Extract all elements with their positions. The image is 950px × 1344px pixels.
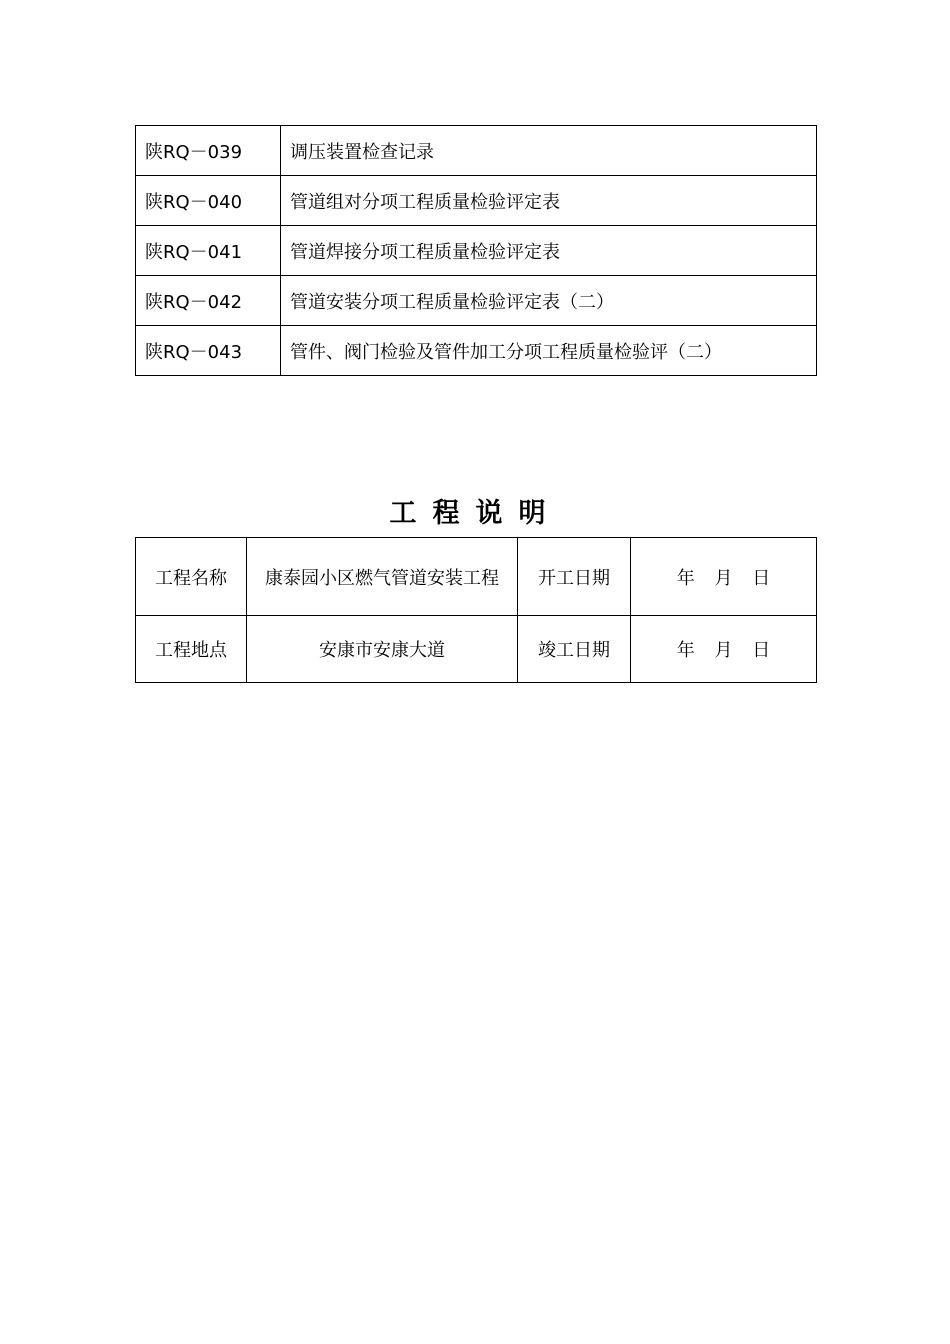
form-code: 陕RQ－039 [136, 126, 281, 176]
project-location-value: 安康市安康大道 [247, 616, 518, 683]
section-title: 工程说明 [389, 498, 562, 529]
form-name: 管道安装分项工程质量检验评定表（二） [281, 276, 817, 326]
form-name: 管道组对分项工程质量检验评定表 [281, 176, 817, 226]
table-row [136, 616, 817, 683]
date-month: 月 [714, 640, 733, 661]
project-info-table [135, 537, 817, 683]
project-location-label: 工程地点 [136, 616, 247, 683]
date-year: 年 [676, 640, 695, 661]
date-day: 日 [752, 640, 771, 661]
end-date-value [631, 616, 817, 683]
table-row [136, 176, 817, 226]
form-code: 陕RQ－040 [136, 176, 281, 226]
project-name-label: 工程名称 [136, 538, 247, 616]
form-name: 调压装置检查记录 [281, 126, 817, 176]
form-code: 陕RQ－041 [136, 226, 281, 276]
table-row [136, 126, 817, 176]
start-date-value [631, 538, 817, 616]
table-row [136, 226, 817, 276]
form-name: 管件、阀门检验及管件加工分项工程质量检验评（二） [281, 326, 817, 376]
form-code: 陕RQ－042 [136, 276, 281, 326]
date-day: 日 [752, 567, 771, 589]
table-row [136, 538, 817, 616]
project-name-value: 康泰园小区燃气管道安装工程 [247, 538, 518, 616]
form-code: 陕RQ－043 [136, 326, 281, 376]
form-index-table [135, 125, 817, 376]
date-year: 年 [676, 567, 695, 589]
start-date-label: 开工日期 [518, 538, 631, 616]
table-row [136, 326, 817, 376]
table-row [136, 276, 817, 326]
form-name: 管道焊接分项工程质量检验评定表 [281, 226, 817, 276]
date-month: 月 [714, 567, 733, 589]
end-date-label: 竣工日期 [518, 616, 631, 683]
